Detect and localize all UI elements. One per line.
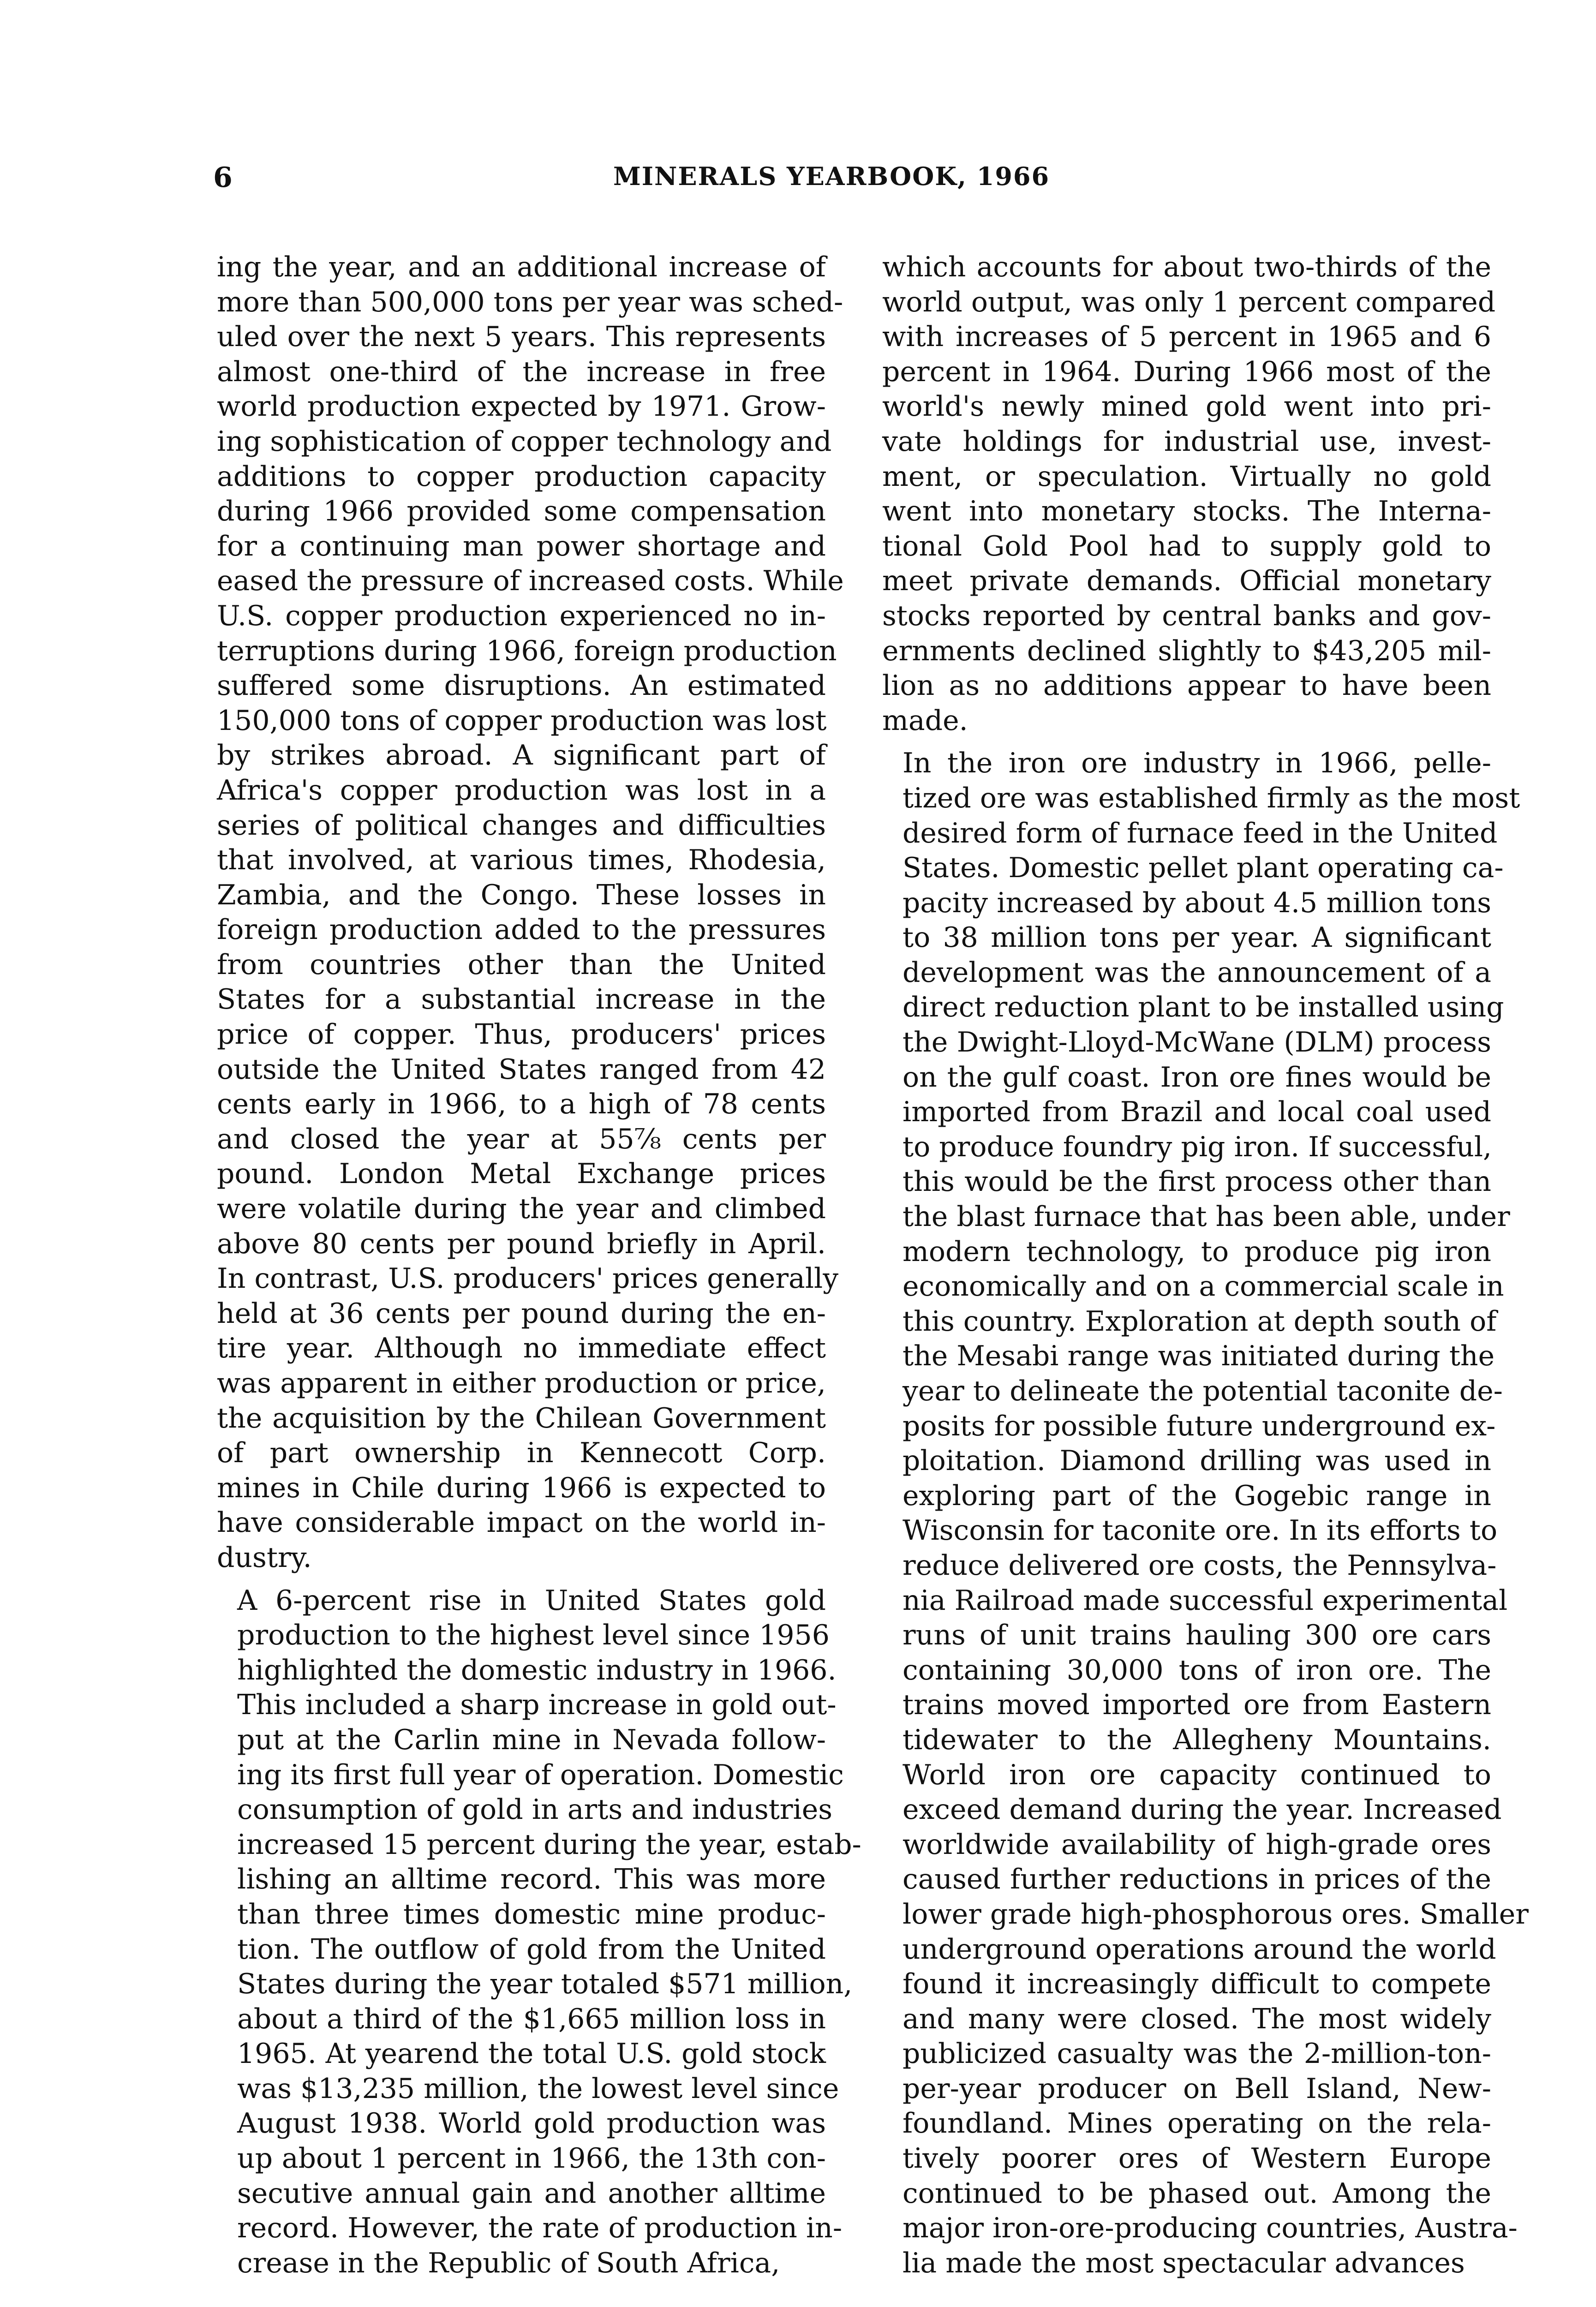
text-line: major iron-ore-producing countries, Austra- xyxy=(903,2212,1518,2245)
text-line: outside the United States ranged from 42 xyxy=(217,1053,826,1086)
text-line: world output, was only 1 percent compared xyxy=(882,286,1496,318)
text-line: Wisconsin for taconite ore. In its efforts to xyxy=(903,1514,1498,1547)
text-line: this country. Exploration at depth south of xyxy=(903,1305,1497,1338)
text-line: found it increasingly difficult to compete xyxy=(903,1968,1491,2001)
text-line: vate holdings for industrial use, invest- xyxy=(882,425,1491,458)
text-line: mines in Chile during 1966 is expected to xyxy=(217,1471,826,1504)
text-line: 150,000 tons of copper production was lost xyxy=(217,704,827,737)
text-line: percent in 1964. During 1966 most of the xyxy=(882,355,1491,388)
paragraph xyxy=(217,250,844,1576)
paragraph xyxy=(217,1584,861,2281)
text-line: nia Railroad made successful experimental xyxy=(903,1584,1508,1617)
text-line: up about 1 percent in 1966, the 13th con- xyxy=(237,2142,826,2175)
text-line: which accounts for about two-thirds of the xyxy=(882,251,1491,283)
text-line: 1965. At yearend the total U.S. gold stock xyxy=(237,2038,826,2070)
text-line: containing 30,000 tons of iron ore. The xyxy=(903,1654,1491,1686)
text-line: uled over the next 5 years. This represents xyxy=(217,321,826,353)
text-line: ment, or speculation. Virtually no gold xyxy=(882,460,1491,493)
text-line: States for a substantial increase in the xyxy=(217,983,826,1016)
text-line: underground operations around the world xyxy=(903,1933,1496,1966)
text-line: to 38 million tons per year. A significant xyxy=(903,921,1491,954)
text-line: than three times domestic mine produc- xyxy=(237,1898,826,1930)
text-line: more than 500,000 tons per year was sched- xyxy=(217,286,843,318)
text-line: worldwide availability of high-grade ores xyxy=(903,1828,1491,1861)
text-line: world's newly mined gold went into pri- xyxy=(882,390,1491,423)
text-line: trains moved imported ore from Eastern xyxy=(903,1689,1491,1721)
text-line: and closed the year at 55⅞ cents per xyxy=(217,1123,826,1155)
text-line: for a continuing man power shortage and xyxy=(217,530,826,562)
text-line: pound. London Metal Exchange prices xyxy=(217,1158,826,1190)
text-line: additions to copper production capacity xyxy=(217,460,826,493)
text-line: have considerable impact on the world in- xyxy=(217,1506,826,1539)
text-line: continued to be phased out. Among the xyxy=(903,2177,1491,2210)
text-line: ing sophistication of copper technology and xyxy=(217,425,832,458)
text-line: tion. The outflow of gold from the United xyxy=(237,1933,826,1966)
text-line: imported from Brazil and local coal used xyxy=(903,1096,1491,1129)
text-line: This included a sharp increase in gold out- xyxy=(237,1689,837,1721)
text-line: above 80 cents per pound briefly in April. xyxy=(217,1227,826,1260)
text-line: runs of unit trains hauling 300 ore cars xyxy=(903,1619,1491,1652)
text-line: during 1966 provided some compensation xyxy=(217,495,826,528)
text-line: dustry. xyxy=(217,1541,312,1574)
text-line: of part ownership in Kennecott Corp. xyxy=(217,1437,826,1470)
text-line: Zambia, and the Congo. These losses in xyxy=(217,879,826,911)
text-line: economically and on a commercial scale in xyxy=(903,1270,1504,1303)
text-line: the Mesabi range was initiated during the xyxy=(903,1340,1495,1373)
text-line: In contrast, U.S. producers' prices generally xyxy=(217,1262,839,1295)
text-line: States. Domestic pellet plant operating ca- xyxy=(903,852,1504,885)
text-line: lishing an alltime record. This was more xyxy=(237,1863,826,1896)
text-line: year to delineate the potential taconite de- xyxy=(903,1375,1503,1407)
text-line: foundland. Mines operating on the rela- xyxy=(903,2107,1491,2140)
text-line: suffered some disruptions. An estimated xyxy=(217,669,826,702)
text-line: tidewater to the Allegheny Mountains. xyxy=(903,1723,1491,1756)
text-line: made. xyxy=(882,704,968,737)
text-line: to produce foundry pig iron. If successful, xyxy=(903,1130,1492,1163)
text-line: cents early in 1966, to a high of 78 cents xyxy=(217,1088,826,1121)
text-line: terruptions during 1966, foreign production xyxy=(217,634,837,667)
text-line: States during the year totaled $571 million, xyxy=(237,1968,853,2001)
text-line: ernments declined slightly to $43,205 mil- xyxy=(882,634,1491,667)
text-line: this would be the first process other than xyxy=(903,1165,1491,1198)
text-line: held at 36 cents per pound during the en- xyxy=(217,1297,826,1330)
text-line: tively poorer ores of Western Europe xyxy=(903,2142,1491,2175)
text-line: tire year. Although no immediate effect xyxy=(217,1332,826,1365)
text-line: production to the highest level since 1956 xyxy=(237,1619,830,1652)
text-line: secutive annual gain and another alltime xyxy=(237,2177,826,2210)
text-line: the acquisition by the Chilean Government xyxy=(217,1402,826,1434)
text-line: A 6-percent rise in United States gold xyxy=(237,1584,826,1617)
text-line: price of copper. Thus, producers' prices xyxy=(217,1018,826,1051)
text-line: consumption of gold in arts and industries xyxy=(237,1793,833,1826)
text-line: desired form of furnace feed in the United xyxy=(903,817,1498,849)
page-header xyxy=(213,161,1450,205)
text-line: world production expected by 1971. Grow- xyxy=(217,390,826,423)
text-line: U.S. copper production experienced no in- xyxy=(217,599,826,632)
right-column xyxy=(882,250,1529,2289)
text-line: development was the announcement of a xyxy=(903,956,1491,989)
text-line: August 1938. World gold production was xyxy=(237,2107,826,2140)
text-line: stocks reported by central banks and gov- xyxy=(882,599,1491,632)
text-line: modern technology, to produce pig iron xyxy=(903,1235,1491,1268)
text-line: tional Gold Pool had to supply gold to xyxy=(882,530,1491,562)
text-line: almost one-third of the increase in free xyxy=(217,355,826,388)
text-line: exploring part of the Gogebic range in xyxy=(903,1479,1491,1512)
text-line: Africa's copper production was lost in a xyxy=(217,774,826,807)
text-line: the Dwight-Lloyd-McWane (DLM) process xyxy=(903,1026,1491,1059)
text-line: lia made the most spectacular advances xyxy=(903,2247,1465,2279)
text-line: highlighted the domestic industry in 1966. xyxy=(237,1654,837,1686)
text-line: foreign production added to the pressures xyxy=(217,914,826,946)
text-line: lower grade high-phosphorous ores. Smaller xyxy=(903,1898,1529,1930)
text-line: went into monetary stocks. The Interna- xyxy=(882,495,1491,528)
text-line: ing its first full year of operation. Domestic xyxy=(237,1758,844,1791)
text-line: with increases of 5 percent in 1965 and 6 xyxy=(882,321,1491,353)
text-line: record. However, the rate of production in- xyxy=(237,2212,843,2245)
text-line: on the gulf coast. Iron ore fines would be xyxy=(903,1061,1491,1094)
text-line: direct reduction plant to be installed using xyxy=(903,991,1504,1024)
text-line: World iron ore capacity continued to xyxy=(903,1758,1491,1791)
text-line: exceed demand during the year. Increased xyxy=(903,1793,1502,1826)
left-column xyxy=(217,250,861,2289)
text-line: was $13,235 million, the lowest level since xyxy=(237,2072,839,2105)
text-line: were volatile during the year and climbed xyxy=(217,1193,826,1225)
text-line: In the iron ore industry in 1966, pelle- xyxy=(903,747,1491,780)
text-line: meet private demands. Official monetary xyxy=(882,565,1491,598)
text-line: about a third of the $1,665 million loss in xyxy=(237,2002,826,2035)
text-line: the blast furnace that has been able, under xyxy=(903,1201,1510,1233)
paragraph xyxy=(882,746,1529,2281)
text-line: by strikes abroad. A significant part of xyxy=(217,739,826,772)
text-line: crease in the Republic of South Africa, xyxy=(237,2247,780,2279)
text-line: per-year producer on Bell Island, New- xyxy=(903,2072,1491,2105)
text-line: publicized casualty was the 2-million-ton- xyxy=(903,2038,1491,2070)
text-line: pacity increased by about 4.5 million tons xyxy=(903,886,1491,919)
text-line: ploitation. Diamond drilling was used in xyxy=(903,1445,1491,1477)
text-line: tized ore was established firmly as the most xyxy=(903,782,1520,814)
text-line: lion as no additions appear to have been xyxy=(882,669,1491,702)
text-line: series of political changes and difficulties xyxy=(217,809,826,842)
text-line: eased the pressure of increased costs. While xyxy=(217,565,844,598)
text-line: caused further reductions in prices of the xyxy=(903,1863,1491,1896)
text-line: that involved, at various times, Rhodesia, xyxy=(217,844,826,877)
paragraph xyxy=(882,250,1496,738)
text-line: was apparent in either production or price, xyxy=(217,1367,826,1399)
text-line: increased 15 percent during the year, estab- xyxy=(237,1828,861,1861)
text-line: posits for possible future underground ex- xyxy=(903,1410,1496,1442)
text-line: ing the year, and an additional increase of xyxy=(217,251,826,283)
text-line: reduce delivered ore costs, the Pennsylva- xyxy=(903,1549,1497,1582)
text-line: and many were closed. The most widely xyxy=(903,2002,1491,2035)
text-line: from countries other than the United xyxy=(217,948,826,981)
page-number: 6 xyxy=(213,161,233,194)
text-line: put at the Carlin mine in Nevada follow- xyxy=(237,1723,826,1756)
running-title: MINERALS YEARBOOK, 1966 xyxy=(613,161,1050,191)
